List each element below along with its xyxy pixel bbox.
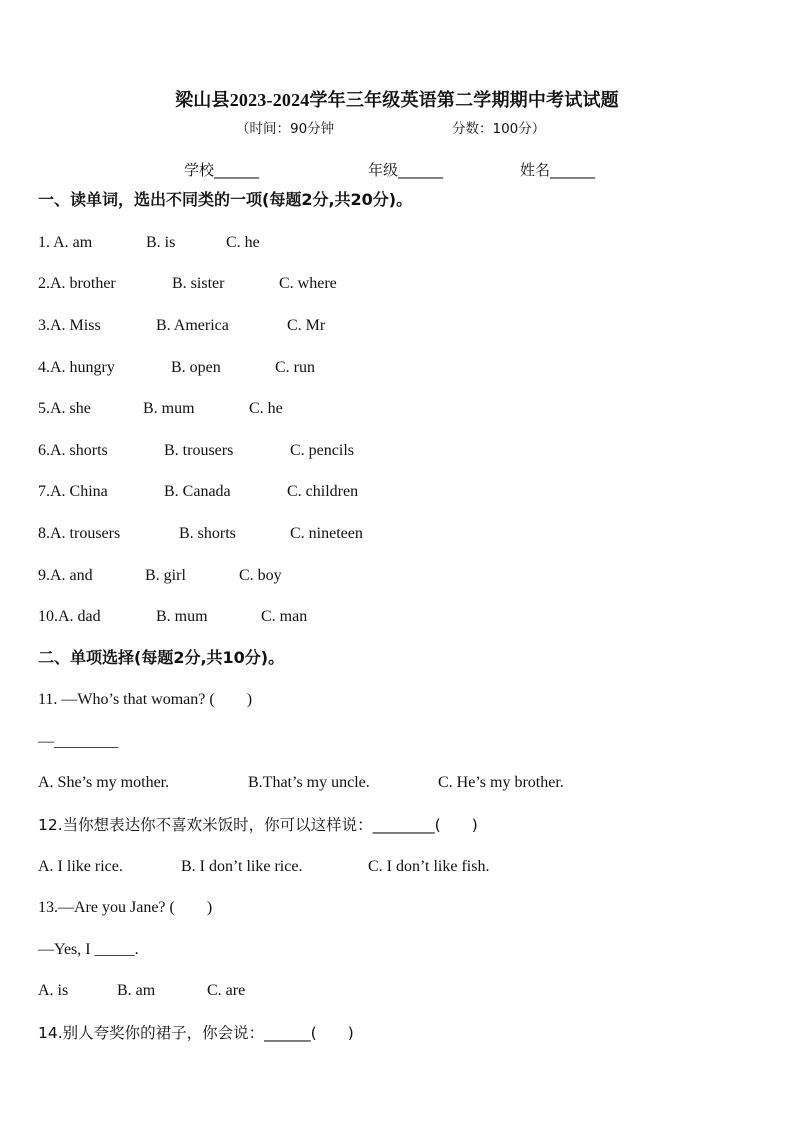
name-field[interactable]: 姓名______ <box>520 161 596 179</box>
q14-stem: 14.别人夸奖你的裙子，你会说：______( ) <box>38 1024 354 1042</box>
page-title: 梁山县2023-2024学年三年级英语第二学期期中考试试题 <box>175 90 619 110</box>
q12-stem: 12.当你想表达你不喜欢米饭时，你可以这样说：________( ) <box>38 816 478 834</box>
q4-option-a: 4.A. hungry <box>38 359 115 376</box>
q9-option-b: B. girl <box>145 567 186 584</box>
q4-option-c: C. run <box>275 359 315 376</box>
q2-option-c: C. where <box>279 275 337 292</box>
q3-option-a: 3.A. Miss <box>38 317 101 334</box>
q13-option-c: C. are <box>207 982 246 999</box>
q1-option-a: 1. A. am <box>38 234 93 251</box>
q6-option-b: B. trousers <box>164 442 234 459</box>
q1-option-b: B. is <box>146 234 176 251</box>
q9-option-c: C. boy <box>239 567 282 584</box>
q13-option-a: A. is <box>38 982 69 999</box>
q13-stem: 13.—Are you Jane? ( ) <box>38 899 213 916</box>
q13-reply: —Yes, I _____. <box>38 941 139 958</box>
q8-option-c: C. nineteen <box>290 525 363 542</box>
section1-heading: 一、读单词，选出不同类的一项(每题2分,共20分)。 <box>38 190 413 209</box>
grade-field[interactable]: 年级______ <box>368 161 444 179</box>
exam-score: 分数：100分） <box>452 121 546 137</box>
section2-heading: 二、单项选择(每题2分,共10分)。 <box>38 648 285 667</box>
q5-option-a: 5.A. she <box>38 400 91 417</box>
q2-option-b: B. sister <box>172 275 225 292</box>
q12-option-c: C. I don’t like fish. <box>368 858 490 875</box>
school-field[interactable]: 学校______ <box>184 161 260 179</box>
q11-stem: 11. —Who’s that woman? ( ) <box>38 691 253 708</box>
q2-option-a: 2.A. brother <box>38 275 116 292</box>
q12-option-b: B. I don’t like rice. <box>181 858 303 875</box>
q10-option-c: C. man <box>261 608 308 625</box>
q3-option-b: B. America <box>156 317 229 334</box>
q7-option-a: 7.A. China <box>38 483 108 500</box>
q7-option-b: B. Canada <box>164 483 231 500</box>
q11-option-c: C. He’s my brother. <box>438 774 564 791</box>
q12-option-a: A. I like rice. <box>38 858 123 875</box>
q11-reply-blank[interactable]: —________ <box>38 733 118 750</box>
q6-option-c: C. pencils <box>290 442 354 459</box>
q6-option-a: 6.A. shorts <box>38 442 108 459</box>
q13-option-b: B. am <box>117 982 156 999</box>
q11-option-b: B.That’s my uncle. <box>248 774 370 791</box>
q5-option-c: C. he <box>249 400 283 417</box>
q7-option-c: C. children <box>287 483 359 500</box>
q8-option-b: B. shorts <box>179 525 236 542</box>
q4-option-b: B. open <box>171 359 221 376</box>
q1-option-c: C. he <box>226 234 260 251</box>
q5-option-b: B. mum <box>143 400 195 417</box>
exam-time: （时间：90分钟 <box>236 121 335 137</box>
q10-option-a: 10.A. dad <box>38 608 101 625</box>
q3-option-c: C. Mr <box>287 317 326 334</box>
q9-option-a: 9.A. and <box>38 567 93 584</box>
q8-option-a: 8.A. trousers <box>38 525 121 542</box>
q11-option-a: A. She’s my mother. <box>38 774 170 791</box>
q10-option-b: B. mum <box>156 608 208 625</box>
